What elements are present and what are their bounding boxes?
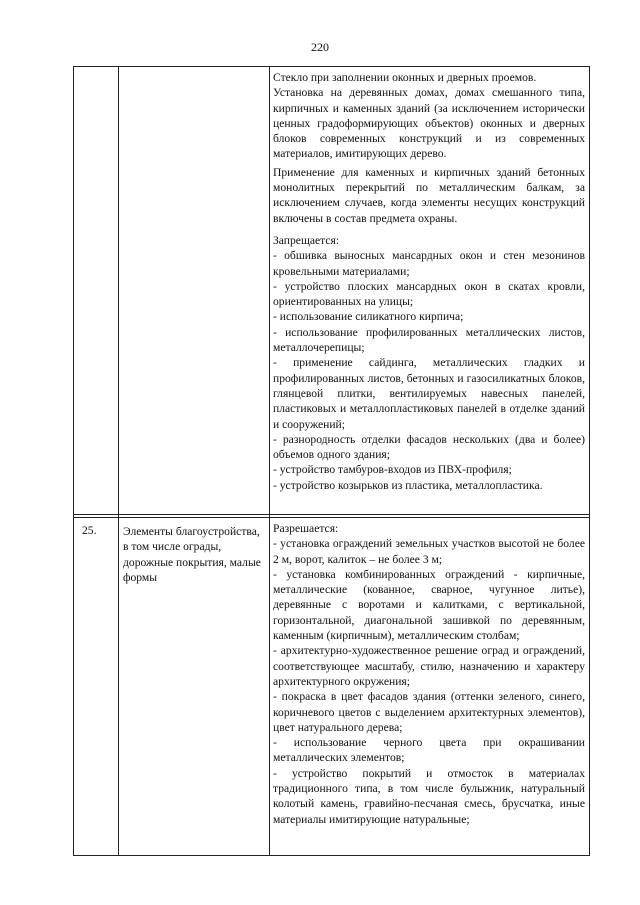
row-divider (74, 517, 589, 518)
list-item: - применение сайдинга, металлических гладких и профилированных листов, бетонных и газосиликатных блоков, глянцевой плитки, вентилируемых навесных панелей, пластиковых и металлопластиковых панелей в отделке зданий и сооружений; (273, 356, 585, 431)
row-25-requirements (273, 521, 585, 827)
row-divider (74, 514, 589, 515)
paragraph: Стекло при заполнении оконных и дверных проемов. (273, 71, 537, 84)
paragraph: Применение для каменных и кирпичных зданий бетонных монолитных перекрытий по металлическим балкам, за исключением случаев, когда элементы несущих конструкций включены в состав предмета охраны. (273, 165, 585, 225)
list-item: - покраска в цвет фасадов здания (оттенки зеленого, синего, коричневого цветов с выделением архитектурных элементов), цвет натурального дерева; (273, 690, 585, 734)
list-item: - использование силикатного кирпича; (273, 310, 464, 324)
list-item: - устройство тамбуров-входов из ПВХ-профиля; (273, 463, 512, 477)
page-number: 220 (311, 40, 329, 54)
regulations-table (73, 66, 590, 856)
list-item: - разнородность отделки фасадов нескольких (два и более) объемов одного здания; (273, 432, 585, 462)
list-item: - установка комбинированных ограждений - кирпичные, металлические (кованное, сварное, чугунное литье), деревянные с воротами и калитками, с вертикальной, горизонтальной, диагональной зашивкой по деревянным, каменным (кирпичным), металлическим столбам; (273, 567, 585, 643)
list-item: - устройство плоских мансардных окон в скатах кровли, ориентированных на улицы; (273, 279, 585, 309)
list-item: - использование черного цвета при окрашивании металлических элементов; (273, 736, 585, 765)
row-element-name: Элементы благоустройства, в том числе ограды, дорожные покрытия, малые формы (123, 525, 261, 584)
row-number: 25. (82, 524, 97, 537)
list-item: - архитектурно-художественное решение оград и ограждений, соответствующее масштабу, стилю, назначению и характеру архитектурного окружения; (273, 644, 585, 688)
prohibited-heading: Запрещается: (273, 233, 340, 247)
list-item: - устройство козырьков из пластика, металлопластика. (273, 478, 543, 492)
list-item: - установка ограждений земельных участков высотой не более 2 м, ворот, калиток – не более 3 м; (273, 537, 585, 566)
list-item: - устройство покрытий и отмосток в материалах традиционного типа, в том числе булыжник, натуральный колотый камень, гравийно-песчаная смесь, брусчатка, иные материалы имитирующие натуральные; (273, 766, 585, 826)
list-item: - использование профилированных металлических листов, металлочерепицы; (273, 325, 585, 355)
allowed-heading: Разрешается: (273, 522, 339, 535)
previous-row-requirements (273, 70, 585, 493)
paragraph: Установка на деревянных домах, домах смешанного типа, кирпичных и каменных зданий (за исключением исторически ценных градоформирующих объектов) оконных и дверных блоков современных конструкций и из современных материалов, имитирующих дерево. (273, 86, 585, 161)
column-divider (269, 67, 270, 855)
list-item: - обшивка выносных мансардных окон и стен мезонинов кровельными материалами; (273, 249, 585, 278)
column-divider (118, 67, 119, 855)
